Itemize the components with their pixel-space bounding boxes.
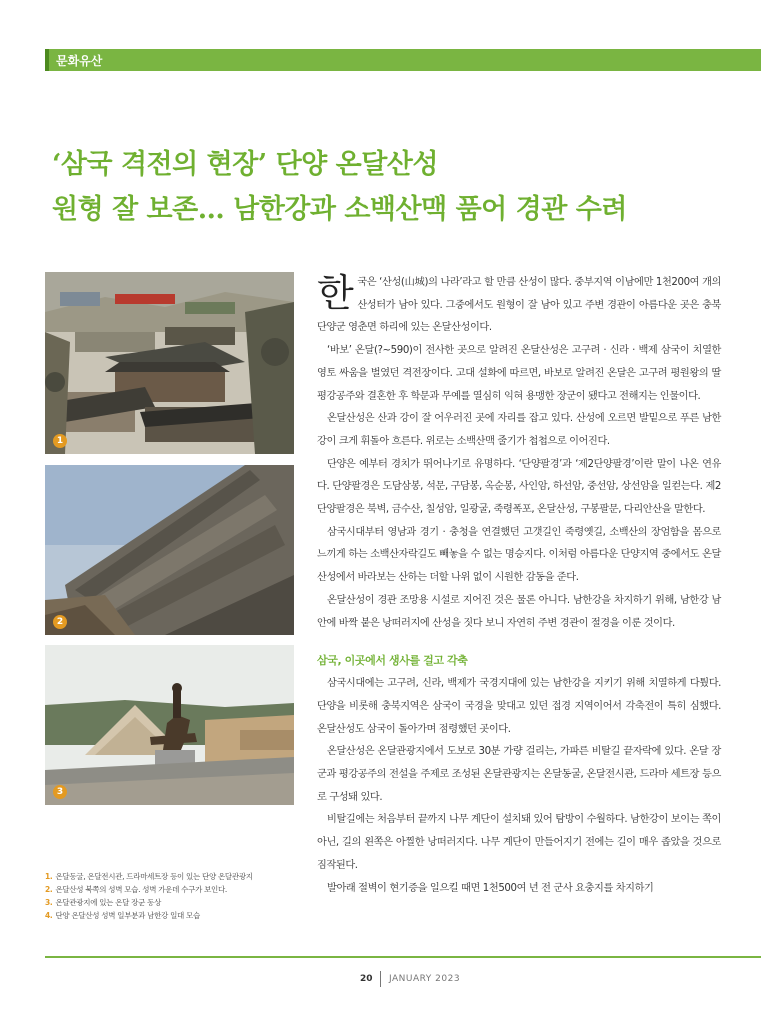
dropcap: 한 (317, 271, 354, 315)
paragraph: 삼국시대에는 고구려, 신라, 백제가 국경지대에 있는 남한강을 지키기 위해 치열하게 다퉜다. 단양을 비롯해 충북지역은 삼국이 국경을 맞대고 있던 접경 지역이어서 각축전이 특히 심했다. 온달산성도 삼국이 돌아가며 점령했던 곳이다. (317, 678, 721, 735)
paragraph: ‘바보’ 온달(?~590)이 전사한 곳으로 알려진 온달산성은 고구려 · 신라 · 백제 삼국이 치열한 영토 싸움을 벌였던 격전장이다. 고대 설화에 따르면, 바보로 알려진 온달은 고구려 평원왕의 딸 평강공주와 결혼한 후 학문과 무예를 열심히 익혀 용맹한 장군이 됐다고 전해지는 인물이다. (317, 345, 721, 402)
photo-badge-1: 1 (53, 434, 67, 448)
page-number: 20 (360, 974, 373, 984)
paragraph: 단양은 예부터 경치가 뛰어나기로 유명하다. ‘단양팔경’과 ‘제2단양팔경’이란 말이 나온 연유다. 단양팔경은 도담삼봉, 석문, 구담봉, 옥순봉, 사인암, 하선암, 중선암, 상선암을 일컫는다. 제2단양팔경은 북벽, 금수산, 칠성암, 일광굴, 죽령폭포, 온달산성, 구봉팔문, 다리안산을 말한다. (317, 458, 721, 516)
issue-date: JANUARY 2023 (389, 974, 461, 984)
section-label: 문화유산 (56, 54, 103, 68)
photo-captions (45, 870, 305, 922)
paragraph: 온달산성이 경관 조망용 시설로 지어진 것은 물론 아니다. 남한강을 차지하기 위해, 남한강 남안에 바짝 붙은 낭떠러지에 산성을 짓다 보니 자연히 주변 경관이 절경을 이룬 것이다. (317, 594, 721, 629)
photo-tourist-complex (45, 272, 294, 454)
caption-item: 3. 온달관광지에 있는 온달 장군 동상 (45, 898, 162, 907)
section-bar (45, 49, 761, 71)
headline (52, 142, 752, 232)
headline-line-2: 원형 잘 보존… 남한강과 소백산맥 품어 경관 수려 (52, 194, 627, 225)
article-body (317, 272, 721, 900)
subheading: 삼국, 이곳에서 생사를 걸고 각축 (317, 654, 468, 668)
photo-north-wall (45, 465, 294, 635)
section-bar-tick (45, 49, 49, 71)
photo-badge-2: 2 (53, 615, 67, 629)
paragraph: 온달산성은 온달관광지에서 도보로 30분 가량 걸리는, 가파른 비탈길 끝자락에 있다. 온달 장군과 평강공주의 전설을 주제로 조성된 온달관광지는 온달동굴, 온달전시관, 드라마 세트장 등으로 구성돼 있다. (317, 746, 721, 803)
photo-ondal-statue (45, 645, 294, 805)
paragraph: 삼국시대부터 영남과 경기 · 충청을 연결했던 고갯길인 죽령옛길, 소백산의 장엄함을 몸으로 느끼게 하는 소백산자락길도 빼놓을 수 없는 명승지다. 이처럼 아름다운 단양지역 중에서도 온달산성에서 바라보는 산하는 더할 나위 없이 시원한 감동을 준다. (317, 526, 721, 584)
paragraph: 한국은 ‘산성(山城)의 나라’라고 할 만큼 산성이 많다. 중부지역 이남에만 1천200여 개의 산성터가 남아 있다. 그중에서도 원형이 잘 남아 있고 주변 경관이 아름다운 곳은 충북 단양군 영춘면 하리에 있는 온달산성이다. (317, 271, 721, 334)
caption-item: 4. 단양 온달산성 성벽 일부분과 남한강 일대 모습 (45, 911, 200, 920)
footer-divider (45, 956, 761, 958)
paragraph: 비탈길에는 처음부터 끝까지 나무 계단이 설치돼 있어 탐방이 수월하다. 남한강이 보이는 쪽이 아닌, 길의 왼쪽은 아찔한 낭떠러지다. 나무 계단이 만들어지기 전에는 길이 매우 좁았을 것으로 짐작된다. (317, 814, 721, 871)
caption-item: 2. 온달산성 북쪽의 성벽 모습. 성벽 가운데 수구가 보인다. (45, 885, 228, 894)
headline-line-1: ‘삼국 격전의 현장’ 단양 온달산성 (52, 149, 438, 180)
photo-badge-3: 3 (53, 785, 67, 799)
paragraph: 온달산성은 산과 강이 잘 어우러진 곳에 자리를 잡고 있다. 산성에 오르면 발밑으로 푸른 남한강이 크게 휘돌아 흐른다. 위로는 소백산맥 줄기가 첩첩으로 이어진다. (317, 413, 721, 447)
paragraph: 발아래 절벽이 현기증을 일으킬 때면 1천500여 년 전 군사 요충지를 차지하기 (327, 882, 654, 894)
caption-item: 1. 온달동굴, 온달전시관, 드라마세트장 등이 있는 단양 온달관광지 (45, 872, 253, 881)
footer-separator (380, 971, 381, 987)
